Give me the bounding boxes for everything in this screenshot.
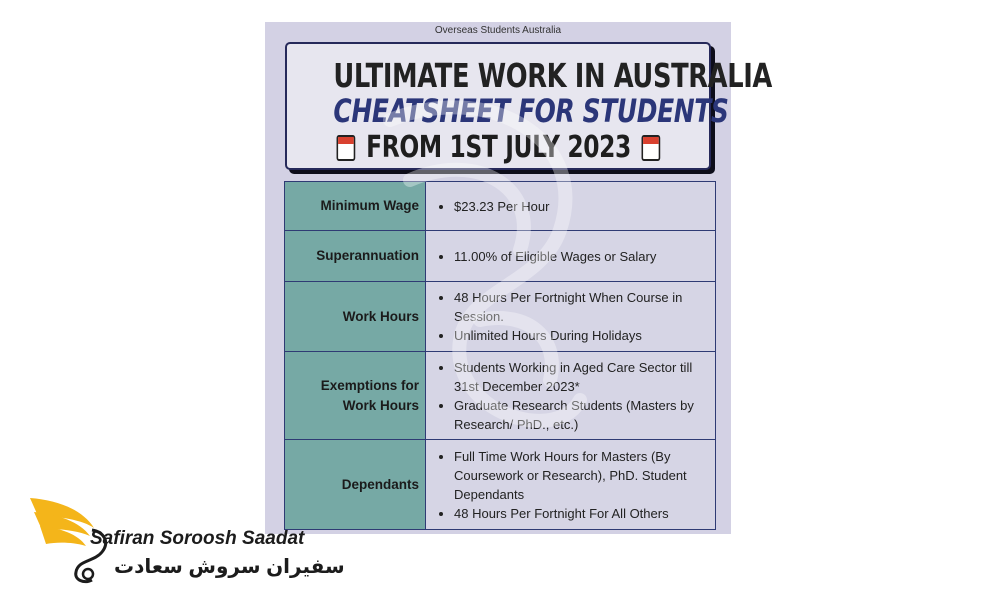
calendar-icon: [642, 135, 661, 161]
table-row: [285, 231, 716, 282]
company-logo: [28, 490, 345, 585]
row-label: [285, 352, 426, 440]
table-row: [285, 182, 716, 231]
row-label: Minimum Wage: [285, 182, 426, 231]
row-value: [426, 440, 716, 530]
row-label-line: Exemptions for: [320, 377, 419, 393]
row-value: [426, 182, 716, 231]
list-item: • $23.23 Per Hour: [454, 197, 707, 216]
cheatsheet-poster: [265, 22, 772, 534]
table-row: [285, 440, 716, 530]
table-row: [285, 352, 716, 440]
list-item: • Full Time Work Hours for Masters (By Coursework or Research), PhD. Student Dependants: [454, 447, 707, 504]
title-line-1: ULTIMATE WORK IN AUSTRALIA: [333, 56, 772, 95]
row-value: [426, 352, 716, 440]
title-date: FROM 1ST JULY 2023: [366, 130, 631, 165]
row-label: Dependants: [285, 440, 426, 530]
list-item: • Graduate Research Students (Masters by Research/ PhD., etc.): [454, 396, 707, 434]
title-line-2: CHEATSHEET FOR STUDENTS: [333, 92, 729, 130]
row-value: [426, 282, 716, 352]
title-box: [285, 42, 772, 170]
list-item: • Unlimited Hours During Holidays: [454, 326, 707, 345]
row-label-line: Work Hours: [342, 397, 419, 413]
logo-name-fa: سفیران سروش سعادت: [114, 556, 345, 578]
list-item: • 11.00% of Eligible Wages or Salary: [454, 247, 707, 266]
row-label: Superannuation: [285, 231, 426, 282]
source-caption: Overseas Students Australia: [434, 25, 562, 36]
row-value: [426, 231, 716, 282]
info-table: [284, 181, 716, 530]
title-line-3: [333, 130, 662, 165]
list-item: • Students Working in Aged Care Sector till 31st December 2023*: [454, 358, 707, 396]
list-item: • 48 Hours Per Fortnight When Course in Session.: [454, 288, 707, 326]
list-item: • 48 Hours Per Fortnight For All Others: [454, 504, 707, 523]
logo-name-en: Safiran Soroosh Saadat: [90, 528, 305, 549]
row-label: Work Hours: [285, 282, 426, 352]
calendar-icon: [337, 135, 356, 161]
table-row: [285, 282, 716, 352]
